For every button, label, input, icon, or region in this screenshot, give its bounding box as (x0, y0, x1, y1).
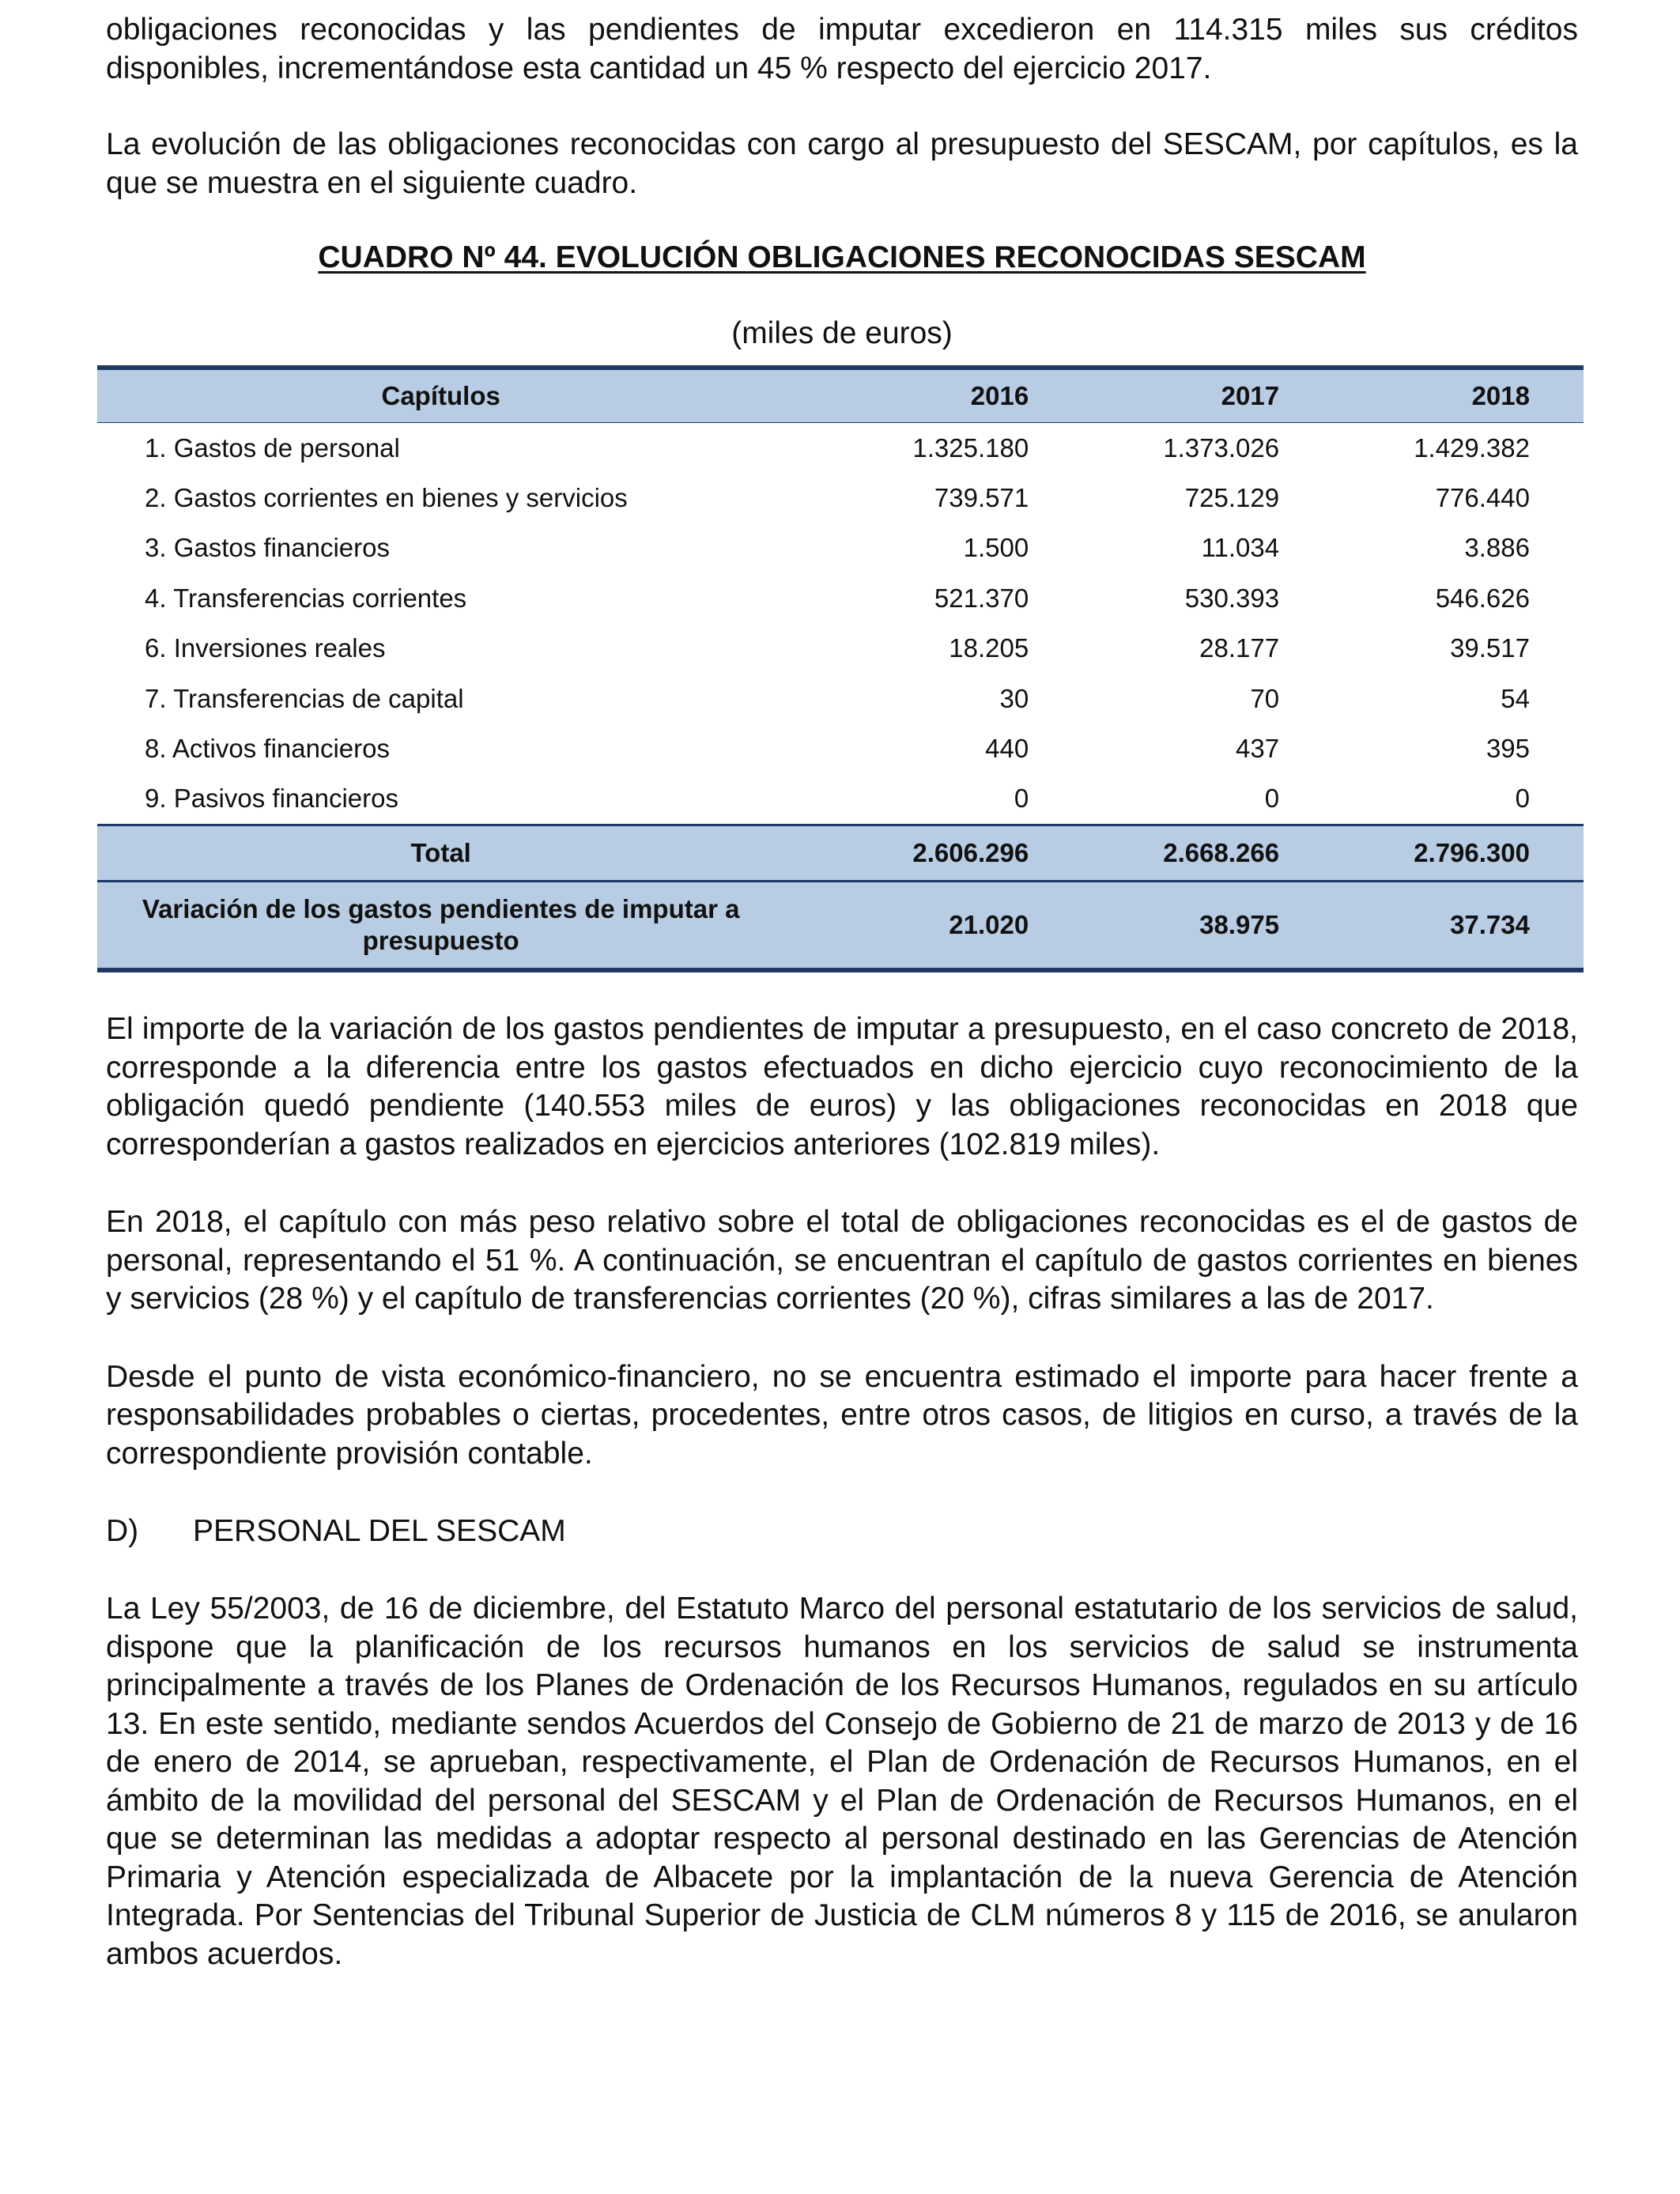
cell-2018: 54 (1501, 683, 1530, 713)
cell-2017: 11.034 (1201, 533, 1280, 563)
table-row (97, 674, 1584, 723)
table-row (97, 573, 1584, 623)
table-row (97, 523, 1584, 573)
cell-2016: 739.571 (934, 483, 1029, 513)
table-row (97, 624, 1584, 674)
cell-2017: 0 (1264, 784, 1280, 814)
table-header-row (97, 368, 1584, 423)
table-row (97, 774, 1584, 825)
paragraph-1: obligaciones reconocidas y las pendientes de imputar excedieron en 114.315 miles sus créditos disponibles, incrementándose esta cantidad un 45 % respecto del ejercicio 2017. (106, 13, 1578, 85)
table-row (97, 423, 1584, 474)
total-label: Total (97, 825, 784, 882)
row-label: 2. Gastos corrientes en bienes y servicios (145, 483, 628, 513)
table-row (97, 723, 1584, 773)
cell-2016: 0 (1014, 784, 1029, 814)
variation-label: Variación de los gastos pendientes de imputar a presupuesto (97, 882, 784, 971)
variation-2016: 21.020 (784, 882, 1035, 971)
paragraph-5: Desde el punto de vista económico-financiero, no se encuentra estimado el importe para hacer frente a responsabilidades probables o ciertas, procedentes, entre otros casos, de litigios en curso, a través de la correspondiente provisión contable. (106, 1359, 1578, 1471)
paragraph-4: En 2018, el capítulo con más peso relativo sobre el total de obligaciones reconocidas es el de gastos de personal, representando el 51 %. A continuación, se encuentran el capítulo de gastos corrientes en bienes y servicios (28 %) y el capítulo de transferencias corrientes (20 %), cifras similares a las de 2017. (106, 1205, 1578, 1316)
section-heading (106, 1512, 1578, 1550)
document-page (106, 11, 1578, 1973)
header-2016: 2016 (784, 368, 1035, 423)
row-label: 7. Transferencias de capital (145, 683, 464, 713)
paragraph-2: La evolución de las obligaciones reconocidas con cargo al presupuesto del SESCAM, por capítulos, es la que se muestra en el siguiente cuadro. (106, 127, 1578, 200)
row-label: 1. Gastos de personal (145, 432, 400, 463)
cell-2017: 28.177 (1199, 633, 1280, 663)
cell-2017: 725.129 (1184, 483, 1280, 513)
cell-2016: 1.325.180 (912, 432, 1029, 463)
total-2017: 2.668.266 (1035, 825, 1285, 882)
row-label: 8. Activos financieros (145, 734, 390, 764)
total-2016: 2.606.296 (784, 825, 1035, 882)
header-2018: 2018 (1285, 368, 1584, 423)
variation-2017: 38.975 (1035, 882, 1285, 971)
section-title: PERSONAL DEL SESCAM (193, 1514, 566, 1549)
section-letter: D) (106, 1514, 139, 1549)
cell-2018: 1.429.382 (1414, 432, 1530, 463)
cell-2016: 30 (999, 683, 1029, 713)
cell-2018: 395 (1486, 734, 1530, 764)
table-title: CUADRO Nº 44. EVOLUCIÓN OBLIGACIONES RECONOCIDAS SESCAM (318, 240, 1366, 274)
header-2017: 2017 (1035, 368, 1285, 423)
cell-2017: 437 (1236, 734, 1280, 764)
row-label: 4. Transferencias corrientes (145, 583, 467, 613)
cell-2016: 18.205 (949, 633, 1029, 663)
cell-2017: 70 (1250, 683, 1280, 713)
variation-row (97, 882, 1584, 971)
row-label: 6. Inversiones reales (145, 633, 386, 663)
table-units: (miles de euros) (731, 316, 953, 350)
obligations-table (97, 365, 1584, 972)
total-2018: 2.796.300 (1285, 825, 1584, 882)
row-label: 3. Gastos financieros (145, 533, 390, 563)
cell-2018: 3.886 (1464, 533, 1530, 563)
cell-2017: 1.373.026 (1163, 432, 1280, 463)
header-capitulos: Capítulos (97, 368, 784, 423)
cell-2018: 776.440 (1435, 483, 1530, 513)
table-row (97, 473, 1584, 523)
cell-2016: 1.500 (963, 533, 1029, 563)
cell-2017: 530.393 (1184, 583, 1280, 613)
paragraph-3: El importe de la variación de los gastos pendientes de imputar a presupuesto, en el caso concreto de 2018, corresponde a la diferencia entre los gastos efectuados en dicho ejercicio cuyo reconocimiento de la obligación quedó pendiente (140.553 miles de euros) y las obligaciones reconocidas en 2018 que corresponderían a gastos realizados en ejercicios anteriores (102.819 miles). (106, 1012, 1578, 1161)
cell-2016: 521.370 (934, 583, 1029, 613)
row-label: 9. Pasivos financieros (145, 784, 398, 814)
variation-2018: 37.734 (1285, 882, 1584, 971)
paragraph-6: La Ley 55/2003, de 16 de diciembre, del Estatuto Marco del personal estatutario de los servicios de salud, dispone que la planificación de los recursos humanos en los servicios de salud se instrumenta principalmente a través de los Planes de Ordenación de los Recursos Humanos, regulados en su artículo 13. En este sentido, mediante sendos Acuerdos del Consejo de Gobierno de 21 de marzo de 2013 y de 16 de enero de 2014, se aprueban, respectivamente, el Plan de Ordenación de Recursos Humanos, en el ámbito de la movilidad del personal del SESCAM y el Plan de Ordenación de Recursos Humanos, en el que se determinan las medidas a adoptar respecto al personal destinado en las Gerencias de Atención Primaria y Atención especializada de Albacete por la implantación de la nueva Gerencia de Atención Integrada. Por Sentencias del Tribunal Superior de Justicia de CLM números 8 y 115 de 2016, se anularon ambos acuerdos. (106, 1592, 1578, 1971)
cell-2018: 546.626 (1435, 583, 1530, 613)
cell-2018: 0 (1515, 784, 1530, 814)
cell-2018: 39.517 (1450, 633, 1530, 663)
cell-2016: 440 (985, 734, 1029, 764)
total-row (97, 825, 1584, 882)
